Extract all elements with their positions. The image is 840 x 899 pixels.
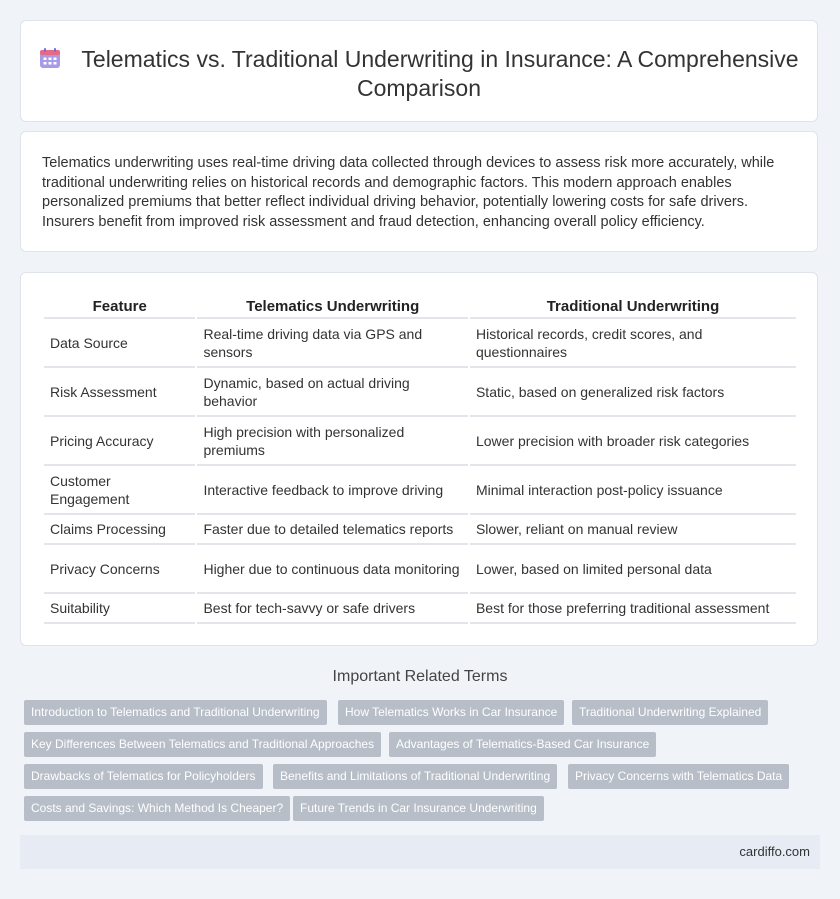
related-term-link[interactable]: Costs and Savings: Which Method Is Cheaper? (24, 796, 290, 821)
telematics-cell: Faster due to detailed telematics reports (197, 515, 468, 545)
comparison-card (20, 272, 818, 646)
related-term-link[interactable]: Advantages of Telematics-Based Car Insurance (389, 732, 656, 757)
table-row (44, 594, 796, 624)
traditional-cell: Slower, reliant on manual review (470, 515, 796, 545)
related-term-link[interactable]: How Telematics Works in Car Insurance (338, 700, 564, 725)
intro-paragraph: Telematics underwriting uses real-time driving data collected through devices to assess risk more accurately, while traditional underwriting relies on historical records and demographic factors. This modern approach enables personalized premiums that better reflect individual driving behavior, potentially lowering costs for safe drivers. Insurers benefit from improved risk assessment and fraud detection, enhancing overall policy efficiency. (42, 155, 775, 230)
table-row (44, 466, 796, 515)
page-title-text: Telematics vs. Traditional Underwriting in Insurance: A Comprehensive Comparison (81, 46, 799, 101)
related-term-link[interactable]: Introduction to Telematics and Traditional Underwriting (24, 700, 327, 725)
related-term-link[interactable]: Traditional Underwriting Explained (572, 700, 768, 725)
feature-cell: Data Source (44, 319, 195, 368)
header-telematics: Telematics Underwriting (197, 295, 468, 319)
comparison-table (42, 295, 798, 624)
page-title (21, 45, 817, 103)
footer-site[interactable]: cardiffo.com (739, 844, 810, 859)
feature-cell: Privacy Concerns (44, 545, 195, 594)
traditional-cell: Lower, based on limited personal data (470, 545, 796, 594)
related-term-link[interactable]: Drawbacks of Telematics for Policyholders (24, 764, 263, 789)
telematics-cell: Dynamic, based on actual driving behavior (197, 368, 468, 417)
calendar-icon (39, 47, 61, 69)
related-term-link[interactable]: Privacy Concerns with Telematics Data (568, 764, 789, 789)
table-row (44, 515, 796, 545)
table-row (44, 368, 796, 417)
feature-cell: Pricing Accuracy (44, 417, 195, 466)
telematics-cell: Real-time driving data via GPS and sensors (197, 319, 468, 368)
telematics-cell: Interactive feedback to improve driving (197, 466, 468, 515)
telematics-cell: Best for tech-savvy or safe drivers (197, 594, 468, 624)
telematics-cell: Higher due to continuous data monitoring (197, 545, 468, 594)
related-term-link[interactable]: Key Differences Between Telematics and Traditional Approaches (24, 732, 381, 757)
traditional-cell: Minimal interaction post-policy issuance (470, 466, 796, 515)
traditional-cell: Best for those preferring traditional assessment (470, 594, 796, 624)
traditional-cell: Static, based on generalized risk factors (470, 368, 796, 417)
traditional-cell: Lower precision with broader risk categories (470, 417, 796, 466)
related-terms-heading: Important Related Terms (332, 668, 508, 685)
table-row (44, 417, 796, 466)
telematics-cell: High precision with personalized premiums (197, 417, 468, 466)
related-term-link[interactable]: Future Trends in Car Insurance Underwriting (293, 796, 544, 821)
traditional-cell: Historical records, credit scores, and questionnaires (470, 319, 796, 368)
title-card (20, 20, 818, 122)
table-header-row (44, 295, 796, 319)
feature-cell: Risk Assessment (44, 368, 195, 417)
intro-card (20, 131, 818, 252)
header-traditional: Traditional Underwriting (470, 295, 796, 319)
feature-cell: Customer Engagement (44, 466, 195, 515)
table-row (44, 545, 796, 594)
header-feature: Feature (44, 295, 195, 319)
feature-cell: Suitability (44, 594, 195, 624)
footer (20, 835, 820, 869)
feature-cell: Claims Processing (44, 515, 195, 545)
related-term-link[interactable]: Benefits and Limitations of Traditional Underwriting (273, 764, 557, 789)
table-row (44, 319, 796, 368)
